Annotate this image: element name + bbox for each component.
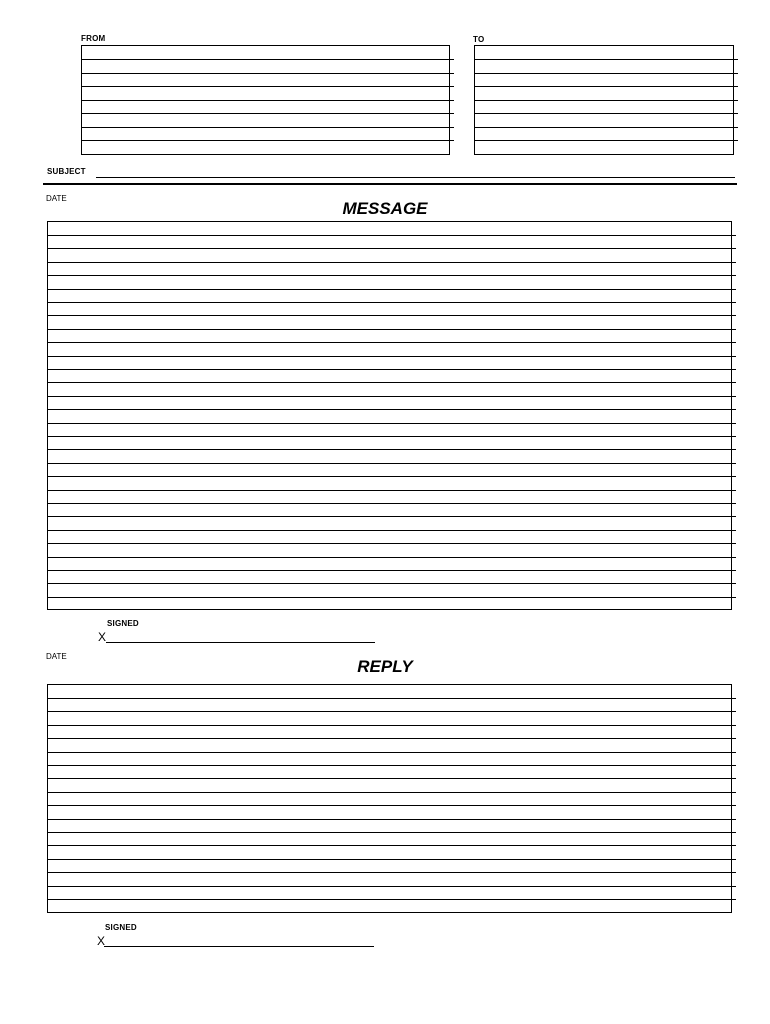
from-address-line[interactable] [82, 86, 454, 87]
message-writing-line[interactable] [48, 382, 736, 383]
reply-x-mark: X [97, 934, 106, 948]
to-address-line[interactable] [475, 127, 738, 128]
message-writing-line[interactable] [48, 409, 736, 410]
message-writing-line[interactable] [48, 423, 736, 424]
message-writing-line[interactable] [48, 369, 736, 370]
to-address-line[interactable] [475, 59, 738, 60]
reply-writing-line[interactable] [48, 792, 736, 793]
message-writing-line[interactable] [48, 356, 736, 357]
reply-writing-line[interactable] [48, 738, 736, 739]
message-writing-line[interactable] [48, 302, 736, 303]
to-address-line[interactable] [475, 140, 738, 141]
to-address-line[interactable] [475, 86, 738, 87]
message-x-mark: X [98, 630, 107, 644]
from-address-line[interactable] [82, 59, 454, 60]
message-writing-line[interactable] [48, 449, 736, 450]
reply-writing-line[interactable] [48, 765, 736, 766]
message-writing-line[interactable] [48, 275, 736, 276]
message-writing-line[interactable] [48, 570, 736, 571]
reply-signature-line[interactable] [104, 946, 374, 947]
message-writing-line[interactable] [48, 235, 736, 236]
message-writing-line[interactable] [48, 516, 736, 517]
message-writing-line[interactable] [48, 583, 736, 584]
reply-writing-line[interactable] [48, 805, 736, 806]
reply-box[interactable] [47, 684, 732, 913]
reply-date-label: DATE [46, 652, 67, 661]
reply-writing-line[interactable] [48, 725, 736, 726]
message-writing-line[interactable] [48, 476, 736, 477]
message-writing-line[interactable] [48, 597, 736, 598]
message-writing-line[interactable] [48, 503, 736, 504]
message-writing-line[interactable] [48, 248, 736, 249]
to-label: TO [473, 35, 485, 44]
message-writing-line[interactable] [48, 396, 736, 397]
from-address-box[interactable] [81, 45, 450, 155]
message-title: MESSAGE [342, 199, 428, 218]
from-address-line[interactable] [82, 140, 454, 141]
message-writing-line[interactable] [48, 463, 736, 464]
to-address-box[interactable] [474, 45, 734, 155]
message-writing-line[interactable] [48, 342, 736, 343]
subject-field[interactable] [96, 177, 735, 178]
reply-writing-line[interactable] [48, 899, 736, 900]
to-address-line[interactable] [475, 73, 738, 74]
message-box[interactable] [47, 221, 732, 610]
to-address-line[interactable] [475, 100, 738, 101]
reply-title: REPLY [357, 657, 413, 676]
from-address-line[interactable] [82, 73, 454, 74]
message-writing-line[interactable] [48, 315, 736, 316]
message-signed-label: SIGNED [107, 619, 139, 628]
message-writing-line[interactable] [48, 289, 736, 290]
message-writing-line[interactable] [48, 543, 736, 544]
message-writing-line[interactable] [48, 262, 736, 263]
reply-writing-line[interactable] [48, 698, 736, 699]
reply-writing-line[interactable] [48, 819, 736, 820]
reply-writing-line[interactable] [48, 872, 736, 873]
message-writing-line[interactable] [48, 436, 736, 437]
message-date-label: DATE [46, 194, 67, 203]
message-writing-line[interactable] [48, 490, 736, 491]
from-label: FROM [81, 34, 106, 43]
reply-writing-line[interactable] [48, 752, 736, 753]
from-address-line[interactable] [82, 100, 454, 101]
to-address-line[interactable] [475, 113, 738, 114]
from-address-line[interactable] [82, 113, 454, 114]
reply-writing-line[interactable] [48, 778, 736, 779]
reply-writing-line[interactable] [48, 859, 736, 860]
message-writing-line[interactable] [48, 329, 736, 330]
message-writing-line[interactable] [48, 530, 736, 531]
message-signature-line[interactable] [106, 642, 375, 643]
reply-writing-line[interactable] [48, 886, 736, 887]
reply-writing-line[interactable] [48, 845, 736, 846]
subject-label: SUBJECT [47, 167, 86, 176]
reply-writing-line[interactable] [48, 711, 736, 712]
section-divider [43, 183, 737, 185]
from-address-line[interactable] [82, 127, 454, 128]
message-writing-line[interactable] [48, 557, 736, 558]
reply-writing-line[interactable] [48, 832, 736, 833]
reply-signed-label: SIGNED [105, 923, 137, 932]
